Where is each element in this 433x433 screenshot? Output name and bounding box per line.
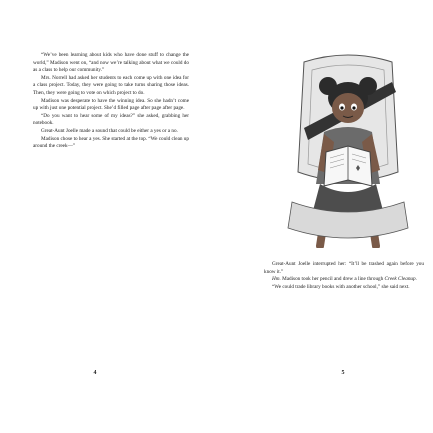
paragraph: Great-Aunt Joelle made a sound that could be either a yes or a no. [41, 127, 178, 134]
paragraph: “We could trade library books with another school,” she said next. [272, 283, 410, 290]
paragraph: “We’ve been learning about kids who have done stuff to change the world,” Madison went on, “and now we’re talking about what we could do as a class to help our community.” [33, 52, 189, 74]
girl-reading-illustration [284, 52, 412, 248]
page-number: 5 [341, 370, 345, 376]
paragraph: Madison was desperate to have the winning idea. So she hadn’t come up with just one potential project. She’d filled page after page after page. [33, 97, 189, 112]
right-page [217, 0, 433, 433]
right-page-text [264, 261, 424, 291]
paragraph: Madison chose to hear a yes. She started at the top. “We could clean up around the creek—” [33, 135, 189, 150]
left-page [0, 0, 216, 433]
page-number: 4 [93, 370, 97, 376]
italic-text: Creek Cleanup. [384, 276, 417, 283]
face [332, 93, 364, 123]
paragraph-text: Madison took her pencil and drew a line through [280, 276, 385, 283]
paragraph: Great-Aunt Joelle interrupted her: “It’ll be trashed again before you know it.” [264, 261, 424, 275]
left-page-text [33, 52, 189, 151]
paragraph: “Do you want to hear some of my ideas?” she asked, grabbing her notebook. [33, 112, 189, 127]
paragraph [264, 276, 424, 284]
italic-text: Hm. [272, 276, 281, 283]
paragraph: Mrs. Norrell had asked her students to each come up with one idea for a class project. Today, they were going to take turns sharing those ideas. Then, they were going to vote on which project to do. [33, 74, 189, 96]
